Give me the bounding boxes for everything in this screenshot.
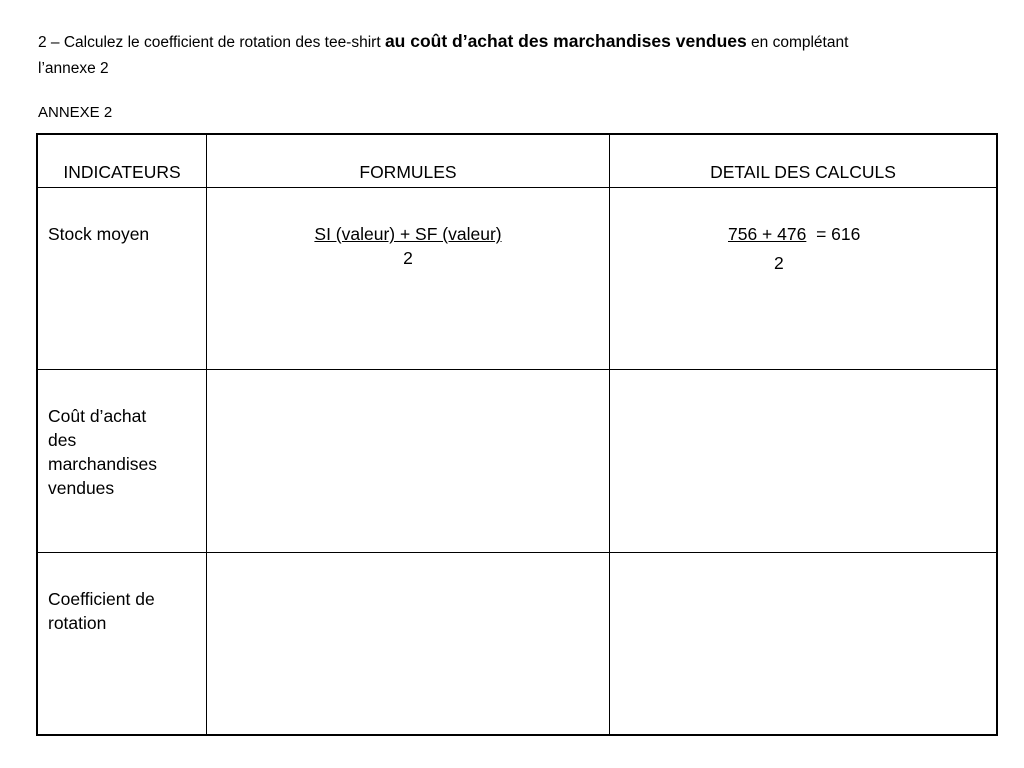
formula-numerator: SI (valeur) + SF (valeur) [314,224,502,244]
question-prefix: 2 – Calculez le coefficient de rotation des tee-shirt [38,34,385,51]
row-divider [38,369,996,370]
indicator-line: Coût d’achat [48,406,147,426]
annexe-table [36,133,998,736]
header-indicateurs: INDICATEURS [63,162,181,182]
calc-result: = 616 [816,224,861,244]
column-divider [609,135,610,734]
indicator-line: marchandises [48,454,157,474]
indicator-line: Coefficient de [48,589,155,609]
question-emphasis: au coût d’achat des marchandises vendues [384,31,747,51]
indicator-stock-moyen: Stock moyen [48,224,150,244]
calc-numerator: 756 + 476 [728,224,807,244]
calc-fraction [728,222,860,246]
header-formules: FORMULES [359,162,457,182]
question-suffix: en complétant [746,34,849,51]
calc-denominator: 2 [774,253,784,273]
indicator-line: vendues [48,478,115,498]
row-divider [38,552,996,553]
indicator-cout-achat [48,404,157,500]
question-suffix-line2: l’annexe 2 [38,60,109,77]
question-text [38,28,978,82]
indicator-line: rotation [48,613,107,633]
formula-denominator: 2 [403,248,413,268]
indicator-coefficient-rotation [48,587,155,635]
indicator-line: des [48,430,77,450]
header-detail-calculs: DETAIL DES CALCULS [710,162,896,182]
formula-fraction [207,222,609,270]
row-divider [38,187,996,188]
annexe-label: ANNEXE 2 [38,104,113,121]
